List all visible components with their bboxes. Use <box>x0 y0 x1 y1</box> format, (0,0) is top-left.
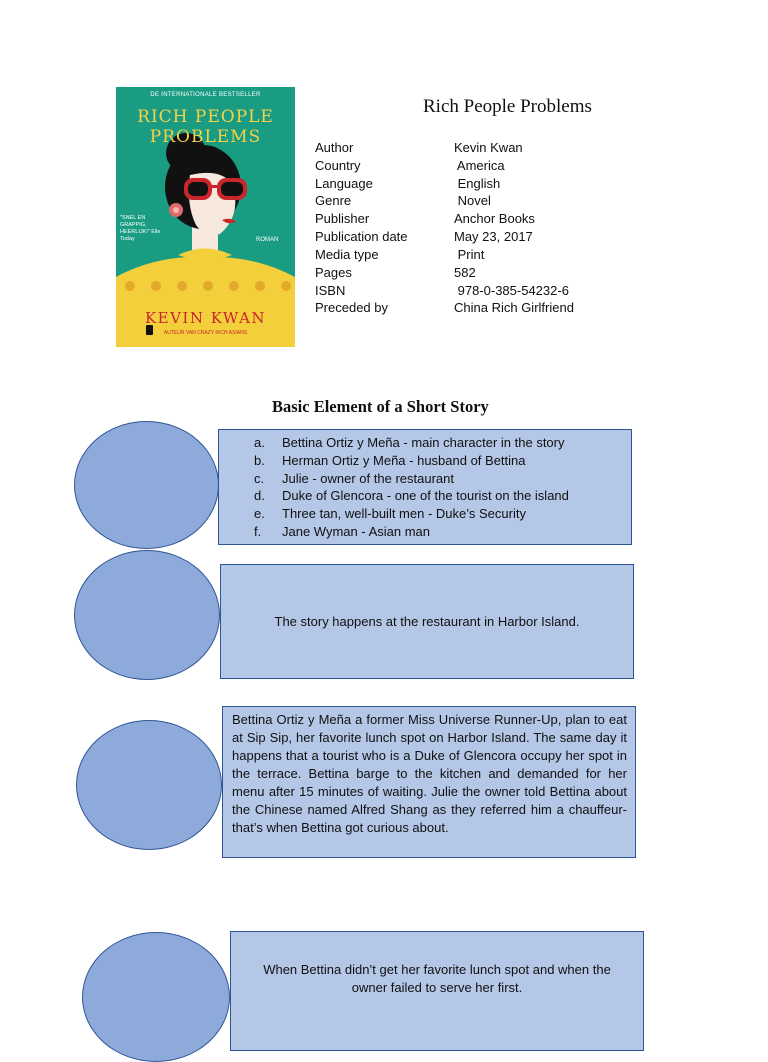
info-value: May 23, 2017 <box>454 229 533 244</box>
conflict-text: When Bettina didn’t get her favorite lunch spot and when the owner failed to serve her first. <box>263 962 611 995</box>
info-value: America <box>454 158 505 173</box>
list-item <box>219 434 631 452</box>
list-item <box>219 470 631 488</box>
info-value: English <box>454 176 501 191</box>
info-key: Media type <box>315 247 379 262</box>
cover-tagline: DE INTERNATIONALE BESTSELLER <box>150 92 261 98</box>
list-item-text: Bettina Ortiz y Meña - main character in the story <box>282 435 565 450</box>
list-item <box>219 452 631 470</box>
list-item <box>219 487 631 505</box>
info-key: Genre <box>315 193 352 208</box>
list-item-text: Three tan, well-built men - Duke’s Security <box>282 506 526 522</box>
info-key: ISBN <box>315 283 346 298</box>
list-marker: d. <box>254 488 265 504</box>
list-marker: a. <box>254 435 265 450</box>
element-oval-setting <box>74 550 220 680</box>
list-marker: b. <box>254 452 265 468</box>
book-cover-image <box>116 87 295 347</box>
list-marker: e. <box>254 506 265 522</box>
list-item-text: Herman Ortiz y Meña - husband of Bettina <box>282 452 526 468</box>
element-oval-characters <box>74 421 219 549</box>
info-key: Pages <box>315 265 352 280</box>
info-key: Language <box>315 176 373 191</box>
element-oval-plot <box>76 720 222 850</box>
info-value: 582 <box>454 265 476 280</box>
info-value: China Rich Girlfriend <box>454 300 574 315</box>
list-item <box>219 523 631 541</box>
info-value: Print <box>454 247 485 262</box>
plot-box <box>222 706 636 858</box>
info-key: Country <box>315 158 361 173</box>
element-oval-conflict <box>82 932 230 1062</box>
list-item-text: Duke of Glencora - one of the tourist on the island <box>282 488 569 504</box>
list-item-text: Julie - owner of the restaurant <box>282 470 454 486</box>
characters-list <box>219 434 631 541</box>
setting-box <box>220 564 634 679</box>
info-value: Anchor Books <box>454 211 535 226</box>
setting-text: The story happens at the restaurant in Harbor Island. <box>274 613 580 629</box>
info-value: 978-0-385-54232-6 <box>454 283 569 298</box>
info-key: Preceded by <box>315 300 388 315</box>
book-title: Rich People Problems <box>423 96 592 117</box>
cover-genre-word: ROMAN <box>256 237 279 243</box>
cover-title: RICH PEOPLE PROBLEMS <box>137 107 274 147</box>
list-item <box>219 505 631 523</box>
plot-text: Bettina Ortiz y Meña a former Miss Universe Runner-Up, plan to eat at Sip Sip, her favorite lunch spot on Harbor Island. The same day it happens that a tourist who is a Duke of Glencora occupy her spot in the terrace. Bettina barge to the kitchen and demanded for her menu after 15 minutes of waiting. Julie the owner told Bettina about the Chinese named Alfred Shang as they referred him a chauffeur- that’s when Bettina got curious about. <box>232 712 627 835</box>
cover-author: KEVIN KWAN <box>144 309 267 327</box>
cover-subtitle: AUTEUR VAN CRAZY RICH ASIANS <box>163 330 248 336</box>
characters-box <box>218 429 632 545</box>
info-key: Author <box>315 140 354 155</box>
list-marker: c. <box>254 470 265 486</box>
section-title: Basic Element of a Short Story <box>272 397 489 416</box>
info-value: Novel <box>454 193 491 208</box>
conflict-box <box>230 931 644 1051</box>
list-item-text: Jane Wyman - Asian man <box>282 523 431 539</box>
info-key: Publisher <box>315 211 370 226</box>
info-key: Publication date <box>315 229 408 244</box>
list-marker: f. <box>254 523 262 539</box>
cover-quote: "SNEL EN GRAPPIG, HEERLIJK!" Elle Today <box>120 215 161 242</box>
info-value: Kevin Kwan <box>454 140 523 155</box>
